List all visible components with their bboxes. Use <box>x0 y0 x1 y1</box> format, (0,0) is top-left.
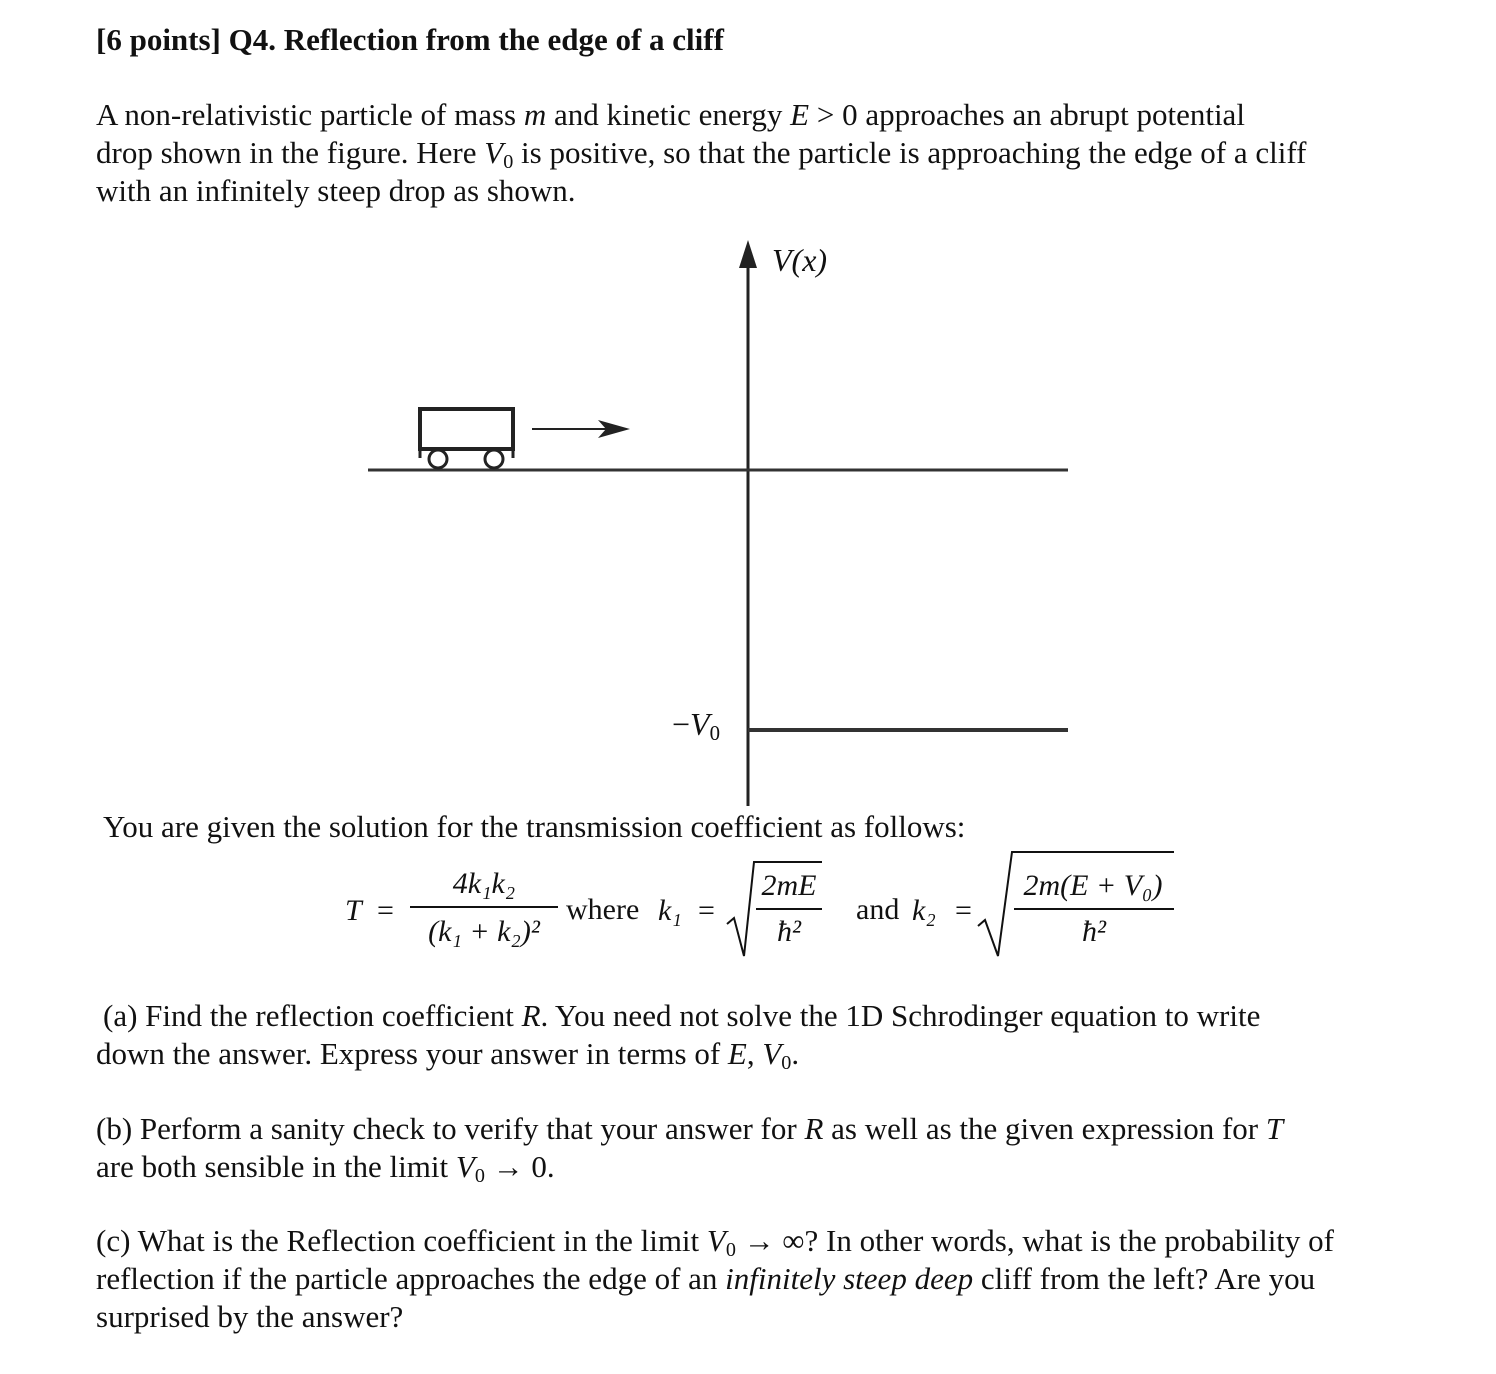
part-c-text: → ∞? In other words, what is the probability of <box>735 1223 1334 1258</box>
part-c-line-3: surprised by the answer? <box>96 1299 404 1334</box>
symbol-V: V <box>690 706 710 742</box>
symbol-R: R <box>804 1111 824 1146</box>
comma: , <box>746 1036 763 1071</box>
symbol-R: R <box>521 998 541 1033</box>
equals-sign: = <box>698 894 715 927</box>
part-b-text: are both sensible in the limit <box>96 1149 456 1184</box>
part-b-text: as well as the given expression for <box>823 1111 1266 1146</box>
k2-denominator: ħ² <box>1082 915 1106 948</box>
subscript: 0 <box>503 151 514 174</box>
T-numerator: 4k₁k₂ <box>452 867 516 900</box>
part-a-text: down the answer. Express your answer in terms of <box>96 1036 728 1071</box>
T-symbol: T <box>345 894 362 927</box>
symbol-E: E <box>790 97 810 132</box>
symbol-V: V <box>484 135 504 170</box>
k2-symbol: k₂ <box>912 894 936 927</box>
given-text: You are given the solution for the transmission coefficient as follows: <box>103 809 966 844</box>
intro-line-3: with an infinitely steep drop as shown. <box>96 173 576 208</box>
equals-sign: = <box>955 894 972 927</box>
subscript: 0 <box>709 722 720 746</box>
symbol-V: V <box>706 1223 726 1258</box>
k1-symbol: k₁ <box>658 894 682 927</box>
subscript: 0 <box>474 1165 485 1188</box>
emphasis-text: infinitely steep deep <box>725 1261 974 1296</box>
intro-text: > 0 approaches an abrupt potential <box>809 97 1245 132</box>
symbol-V: V <box>762 1036 782 1071</box>
intro-text: is positive, so that the particle is approaching the edge of a cliff <box>513 135 1307 170</box>
symbol-T: T <box>1265 1111 1284 1146</box>
where-word: where <box>566 893 640 926</box>
symbol-m: m <box>523 97 547 132</box>
part-a-text: . You need not solve the 1D Schrodinger equation to write <box>540 998 1261 1033</box>
symbol-V: V <box>455 1149 475 1184</box>
k1-numerator: 2mE <box>761 869 817 902</box>
part-c-text: reflection if the particle approaches the edge of an <box>96 1261 726 1296</box>
k1-fraction-bar <box>756 908 822 910</box>
part-c-line-2 <box>96 1260 1315 1298</box>
minus-sign: − <box>672 706 691 742</box>
k1-denominator: ħ² <box>777 915 801 948</box>
subscript: 0 <box>781 1052 792 1075</box>
k2-numerator: 2m(E + V₀) <box>1023 869 1163 902</box>
part-c-text: (c) What is the Reflection coefficient in the limit <box>96 1223 707 1258</box>
part-b-text: (b) Perform a sanity check to verify that your answer for <box>96 1111 805 1146</box>
part-c-text: cliff from the left? Are you <box>973 1261 1316 1296</box>
equals-sign: = <box>377 894 394 927</box>
k2-fraction-bar <box>1014 908 1174 910</box>
subscript: 0 <box>725 1239 736 1262</box>
symbol-E: E <box>727 1036 747 1071</box>
part-a-text: (a) Find the reflection coefficient <box>103 998 522 1033</box>
part-b-text: → 0. <box>484 1149 555 1184</box>
part-b-line-2 <box>96 1148 555 1186</box>
intro-text: A non-relativistic particle of mass <box>96 97 524 132</box>
question-title: [6 points] Q4. Reflection from the edge of a cliff <box>96 22 724 57</box>
part-c-line-1 <box>96 1222 1334 1260</box>
T-denominator: (k₁ + k₂)² <box>428 915 540 948</box>
axis-label: V(x) <box>772 242 828 278</box>
part-b-line-1 <box>96 1110 1283 1148</box>
part-a-line-1 <box>103 997 1260 1035</box>
period: . <box>791 1036 800 1071</box>
and-word: and <box>856 893 900 926</box>
part-a-line-2 <box>96 1035 799 1073</box>
intro-text: and kinetic energy <box>546 97 791 132</box>
intro-text: drop shown in the figure. Here <box>96 135 485 170</box>
